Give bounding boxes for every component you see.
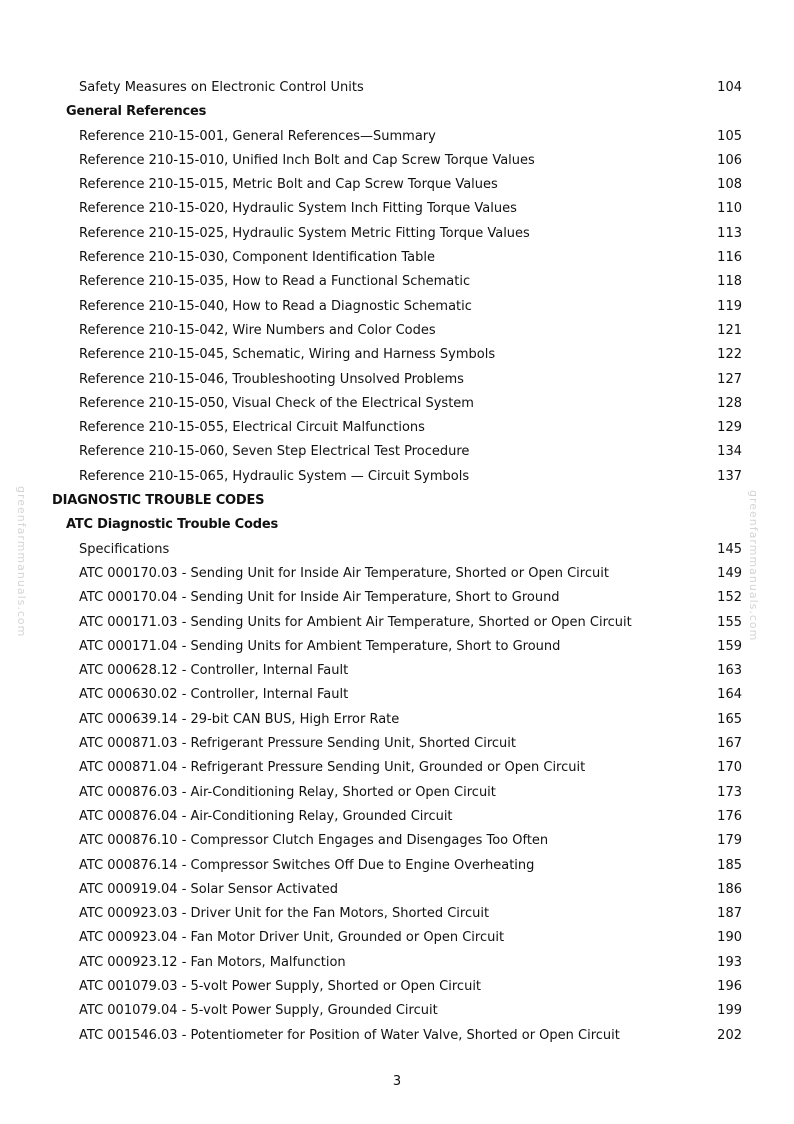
toc-entry-title: ATC 000876.10 - Compressor Clutch Engages and Disengages Too Often [79,833,549,849]
toc-entry-page: 122 [717,347,742,363]
toc-entry-page: 121 [717,322,742,338]
toc-entry-title: Reference 210-15-046, Troubleshooting Unsolved Problems [79,371,464,387]
toc-entry[interactable] [0,197,794,221]
toc-entry-title: ATC 000876.03 - Air-Conditioning Relay, Shorted or Open Circuit [79,784,496,800]
toc-entry[interactable] [0,708,794,732]
toc-entry-title: ATC 000923.12 - Fan Motors, Malfunction [79,954,346,970]
toc-entry-page: 170 [717,760,742,776]
toc-entry[interactable] [0,416,794,440]
toc-entry[interactable] [0,878,794,902]
toc-entry[interactable] [0,246,794,270]
toc-entry-title: ATC 000628.12 - Controller, Internal Fault [79,663,349,679]
toc-entry-title: Reference 210-15-055, Electrical Circuit Malfunctions [79,420,425,436]
toc-entry[interactable] [0,781,794,805]
toc-entry-page: 110 [717,201,742,217]
toc-entry[interactable] [0,586,794,610]
toc-entry-title: ATC 000171.03 - Sending Units for Ambient Air Temperature, Shorted or Open Circuit [79,614,632,630]
toc-entry-title: Reference 210-15-065, Hydraulic System — Circuit Symbols [79,468,470,484]
toc-entry[interactable] [0,635,794,659]
toc-entry-page: 176 [717,808,742,824]
toc-entry-title: ATC 000871.03 - Refrigerant Pressure Sending Unit, Shorted Circuit [79,736,516,752]
toc-entry-title: ATC 000919.04 - Solar Sensor Activated [79,881,339,897]
watermark-left: greenfarmmanuals.com [15,486,28,638]
toc-entry-title: Reference 210-15-001, General References—Summary [79,128,436,144]
toc-entry-title: ATC 000923.03 - Driver Unit for the Fan Motors, Shorted Circuit [79,906,490,922]
toc-section-heading[interactable] [0,100,794,124]
toc-entry-page: 164 [717,687,742,703]
toc-entry-page: 137 [717,468,742,484]
toc-entry-title: Safety Measures on Electronic Control Units [79,80,364,95]
toc-entry-title: Reference 210-15-035, How to Read a Functional Schematic [79,274,471,290]
toc-entry-title: Reference 210-15-042, Wire Numbers and Color Codes [79,322,436,338]
toc-entry-page: 196 [717,978,742,994]
toc-entry-page: 127 [717,371,742,387]
toc-entry-title: Reference 210-15-050, Visual Check of the Electrical System [79,395,474,411]
toc-entry-title: Reference 210-15-060, Seven Step Electrical Test Procedure [79,444,470,460]
toc-entry[interactable] [0,465,794,489]
toc-entry[interactable] [0,659,794,683]
toc-entry-page: 186 [717,881,742,897]
toc-entry[interactable] [0,368,794,392]
toc-entry[interactable] [0,222,794,246]
toc-entry-title: Reference 210-15-045, Schematic, Wiring and Harness Symbols [79,347,496,363]
toc-entry-title: ATC 000923.04 - Fan Motor Driver Unit, Grounded or Open Circuit [79,930,505,946]
page-number: 3 [392,1074,402,1089]
toc-entry[interactable] [0,270,794,294]
toc-entry-page: 134 [717,444,742,460]
toc-entry[interactable] [0,1024,794,1048]
toc-entry-page: 165 [717,711,742,727]
toc-entry[interactable] [0,732,794,756]
toc-chapter-heading[interactable] [0,489,794,513]
toc-entry[interactable] [0,999,794,1023]
toc-entry-page: 179 [717,833,742,849]
toc-chapter-title: DIAGNOSTIC TROUBLE CODES [52,493,265,509]
toc-entry-page: 185 [717,857,742,873]
toc-entry-page: 116 [717,250,742,266]
toc-entry-title: Reference 210-15-010, Unified Inch Bolt and Cap Screw Torque Values [79,152,535,168]
toc-entry[interactable] [0,319,794,343]
toc-entry-page: 199 [717,1003,742,1019]
toc-entry-page: 118 [717,274,742,290]
toc-entry-page: 159 [717,638,742,654]
toc-entry-page: 152 [717,590,742,606]
toc-entry-page: 104 [717,80,742,95]
toc-entry-page: 193 [717,954,742,970]
toc-entry-title: ATC 000170.03 - Sending Unit for Inside Air Temperature, Shorted or Open Circuit [79,565,609,581]
toc-entry[interactable] [0,683,794,707]
toc-entry-page: 149 [717,565,742,581]
toc-entry-page: 155 [717,614,742,630]
toc-entry-title: Specifications [79,541,170,557]
toc-entry[interactable] [0,343,794,367]
toc-entry[interactable] [0,854,794,878]
toc-entry-title: ATC 000170.04 - Sending Unit for Inside Air Temperature, Short to Ground [79,590,560,606]
toc-entry-title: Reference 210-15-015, Metric Bolt and Cap Screw Torque Values [79,177,498,193]
toc-entry-page: 173 [717,784,742,800]
toc-entry[interactable] [0,392,794,416]
toc-entry-page: 145 [717,541,742,557]
toc-entry[interactable] [0,295,794,319]
toc-entry-title: ATC 000876.04 - Air-Conditioning Relay, Grounded Circuit [79,808,453,824]
toc-entry[interactable] [0,76,794,100]
toc-entry-title: ATC 000876.14 - Compressor Switches Off Due to Engine Overheating [79,857,535,873]
toc-entry[interactable] [0,951,794,975]
toc-entry-page: 106 [717,152,742,168]
toc-entry[interactable] [0,975,794,999]
toc-entry-title: ATC 001079.03 - 5-volt Power Supply, Shorted or Open Circuit [79,978,482,994]
toc-entry-page: 128 [717,395,742,411]
toc-entry-page: 119 [717,298,742,314]
toc-entry-title: ATC 001546.03 - Potentiometer for Position of Water Valve, Shorted or Open Circuit [79,1027,620,1043]
toc-entry-page: 167 [717,736,742,752]
toc-entry-page: 108 [717,177,742,193]
toc-entry-page: 187 [717,906,742,922]
toc-entry[interactable] [0,538,794,562]
toc-entry-title: Reference 210-15-040, How to Read a Diagnostic Schematic [79,298,472,314]
toc-entry-title: ATC 000630.02 - Controller, Internal Fault [79,687,349,703]
toc-entry-title: Reference 210-15-020, Hydraulic System Inch Fitting Torque Values [79,201,517,217]
toc-entry-title: Reference 210-15-025, Hydraulic System Metric Fitting Torque Values [79,225,530,241]
toc-entry[interactable] [0,562,794,586]
toc-entry[interactable] [0,829,794,853]
toc-section-title: ATC Diagnostic Trouble Codes [66,517,279,533]
toc-entry-title: ATC 000871.04 - Refrigerant Pressure Sending Unit, Grounded or Open Circuit [79,760,586,776]
toc-entry-title: ATC 000171.04 - Sending Units for Ambient Temperature, Short to Ground [79,638,561,654]
toc-entry[interactable] [0,611,794,635]
table-of-contents [0,76,794,1048]
toc-entry[interactable] [0,173,794,197]
toc-section-heading[interactable] [0,513,794,537]
toc-entry-page: 113 [717,225,742,241]
toc-entry-page: 190 [717,930,742,946]
toc-entry-title: ATC 001079.04 - 5-volt Power Supply, Grounded Circuit [79,1003,438,1019]
toc-entry[interactable] [0,756,794,780]
toc-entry[interactable] [0,149,794,173]
toc-entry-page: 202 [717,1027,742,1043]
toc-entry-page: 129 [717,420,742,436]
toc-section-title: General References [66,104,207,120]
toc-entry-title: Reference 210-15-030, Component Identification Table [79,250,436,266]
toc-entry[interactable] [0,805,794,829]
toc-entry-title: ATC 000639.14 - 29-bit CAN BUS, High Error Rate [79,711,400,727]
toc-entry-page: 163 [717,663,742,679]
toc-entry[interactable] [0,440,794,464]
toc-entry[interactable] [0,902,794,926]
watermark-right: greenfarmmanuals.com [747,490,760,642]
toc-entry[interactable] [0,926,794,950]
toc-entry-page: 105 [717,128,742,144]
toc-entry[interactable] [0,125,794,149]
